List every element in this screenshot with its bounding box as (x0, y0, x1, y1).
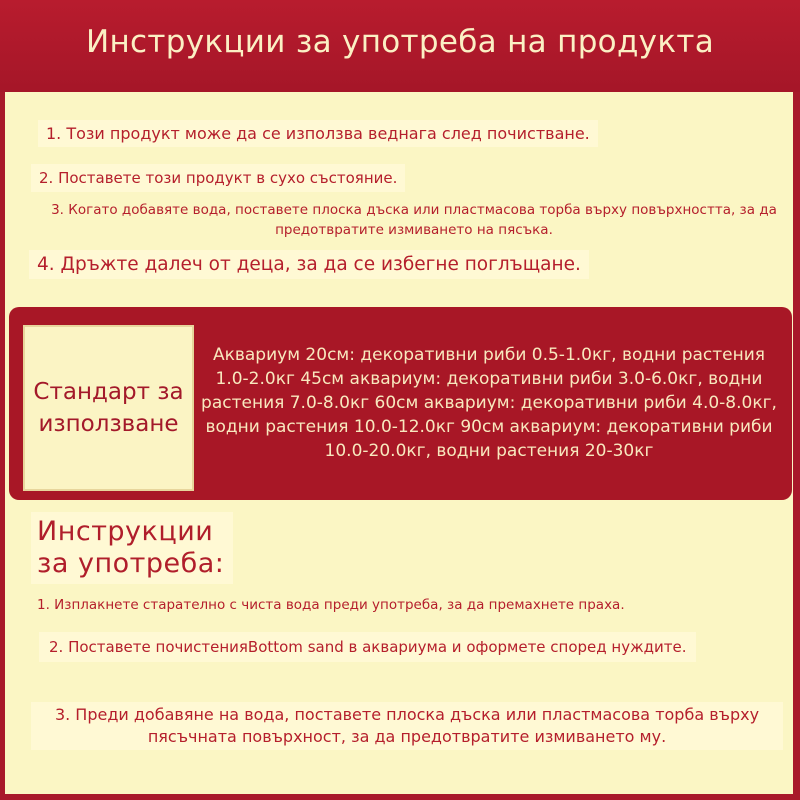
product-note-4: 4. Дръжте далеч от деца, за да се избегне поглъщане. (29, 250, 589, 279)
product-note-1: 1. Този продукт може да се използва веднага след почистване. (38, 120, 598, 147)
usage-standard-section (9, 307, 792, 500)
usage-step-1: 1. Изплакнете старателно с чиста вода преди употреба, за да премахнете праха. (37, 597, 625, 613)
usage-step-3: 3. Преди добавяне на вода, поставете плоска дъска или пластмасова торба върху пясъчната повърхност, за да предотвратите измиването му. (31, 702, 783, 750)
usage-standard-label-box (23, 325, 194, 491)
product-note-3: 3. Когато добавяте вода, поставете плоска дъска или пластмасова торба върху повърхността, за да предотвратите измиването на пясъка. (51, 202, 777, 238)
usage-standard-text: Аквариум 20см: декоративни риби 0.5-1.0кг, водни растения 1.0-2.0кг 45см аквариум: декоративни риби 3.0-6.0кг, водни растения 7.0-8.0кг 60см аквариум: декоративни риби 4.0-8.0кг, водни растения 10.0-12.0кг 90см аквариум: декоративни риби 10.0-20.0кг, водни растения 20-30кг (201, 345, 777, 461)
header-banner (0, 0, 800, 92)
usage-title: Инструкции за употреба: (31, 512, 233, 584)
usage-standard-label: Стандарт за използване (33, 379, 184, 437)
product-note-2: 2. Поставете този продукт в сухо състояние. (31, 164, 405, 192)
page-title: Инструкции за употреба на продукта (85, 24, 715, 60)
usage-step-2: 2. Поставете почистенияBottom sand в аквариума и оформете според нуждите. (39, 632, 696, 662)
